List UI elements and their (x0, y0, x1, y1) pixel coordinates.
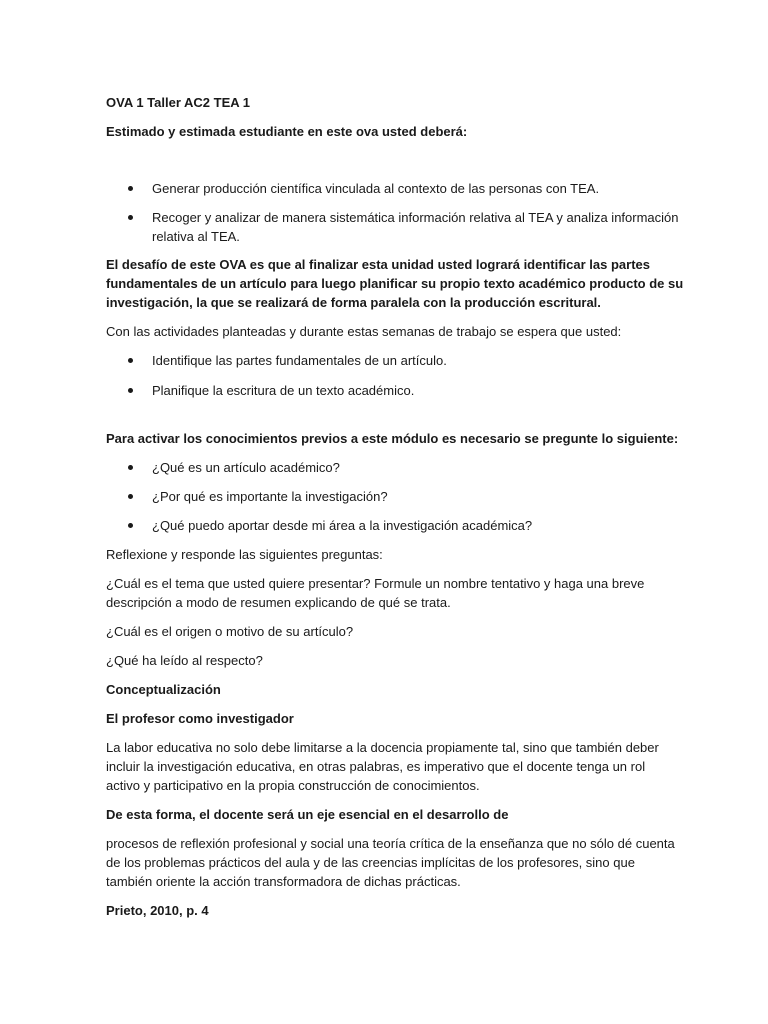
quote-lead: De esta forma, el docente será un eje esencial en el desarrollo de (106, 807, 509, 822)
prior-question-item: ¿Qué puedo aportar desde mi área a la investigación académica? (152, 518, 533, 533)
question-line: ¿Qué ha leído al respecto? (106, 653, 263, 668)
activities-intro: Con las actividades planteadas y durante estas semanas de trabajo se espera que usted: (106, 324, 622, 339)
bullet-icon (128, 465, 133, 470)
subheading: El profesor como investigador (106, 711, 294, 726)
quote-line: también oriente la acción transformadora de dichas prácticas. (106, 874, 461, 889)
objective-item: Generar producción científica vinculada al contexto de las personas con TEA. (152, 181, 600, 196)
document-title: OVA 1 Taller AC2 TEA 1 (106, 95, 251, 110)
section-heading: Conceptualización (106, 682, 221, 697)
reflect-instruction: Reflexione y responde las siguientes preguntas: (106, 547, 383, 562)
intro-text: Estimado y estimada estudiante en este ova usted deberá: (106, 124, 468, 139)
challenge-line: El desafío de este OVA es que al finalizar esta unidad usted logrará identificar las partes (106, 257, 651, 272)
bullet-icon (128, 358, 133, 363)
paragraph-line: activo y participativo en la propia construcción de conocimientos. (106, 778, 480, 793)
question-line: ¿Cuál es el tema que usted quiere presentar? Formule un nombre tentativo y haga una breve (106, 576, 645, 591)
activity-item: Identifique las partes fundamentales de un artículo. (152, 353, 447, 368)
bullet-icon (128, 186, 133, 191)
objective-item: Recoger y analizar de manera sistemática información relativa al TEA y analiza información (152, 210, 679, 225)
challenge-line: fundamentales de un artículo para luego planificar su propio texto académico producto de su (106, 276, 684, 291)
bullet-icon (128, 494, 133, 499)
quote-line: procesos de reflexión profesional y social una teoría crítica de la enseñanza que no sólo dé cuenta (106, 836, 675, 851)
bullet-icon (128, 523, 133, 528)
prior-knowledge-heading: Para activar los conocimientos previos a este módulo es necesario se pregunte lo siguiente: (106, 431, 679, 446)
bullet-icon (128, 388, 133, 393)
question-line: ¿Cuál es el origen o motivo de su artículo? (106, 624, 354, 639)
bullet-icon (128, 215, 133, 220)
prior-question-item: ¿Qué es un artículo académico? (152, 460, 340, 475)
prior-question-item: ¿Por qué es importante la investigación? (152, 489, 388, 504)
paragraph-line: incluir la investigación educativa, en otras palabras, es imperativo que el docente tenga un rol (106, 759, 646, 774)
quote-line: de los problemas prácticos del aula y de las creencias implícitas de los profesores, sino que (106, 855, 635, 870)
objective-item-continuation: relativa al TEA. (152, 229, 240, 244)
citation: Prieto, 2010, p. 4 (106, 903, 209, 918)
challenge-line: investigación, la que se realizará de forma paralela con la producción escritural. (106, 295, 601, 310)
activity-item: Planifique la escritura de un texto académico. (152, 383, 415, 398)
question-line: descripción a modo de resumen explicando de qué se trata. (106, 595, 451, 610)
paragraph-line: La labor educativa no solo debe limitarse a la docencia propiamente tal, sino que también deber (106, 740, 659, 755)
